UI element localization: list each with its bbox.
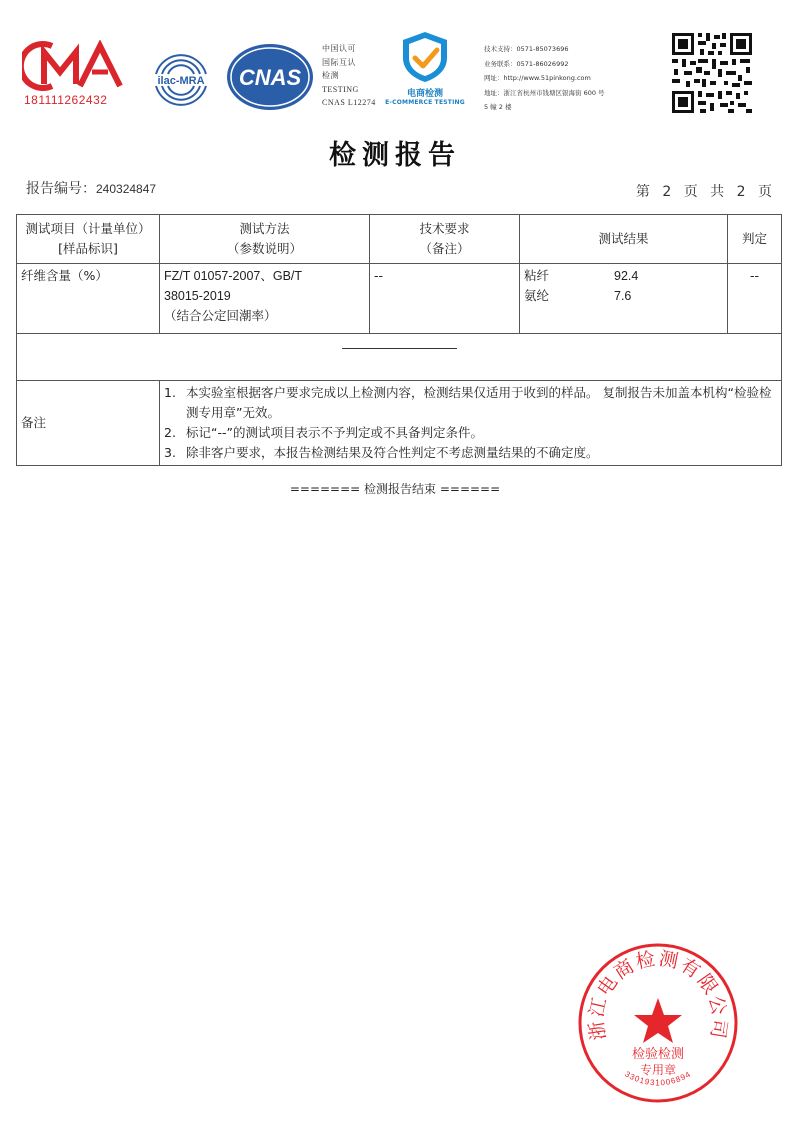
cma-number: 181111262432 [24, 93, 108, 107]
test-item: 纤维含量（%） [17, 264, 160, 334]
header-item: 测试项目（计量单位） [样品标识] [17, 215, 160, 264]
judgement: -- [728, 264, 782, 334]
note-item [164, 443, 777, 463]
ilac-logo-text: ilac-MRA [157, 75, 205, 87]
cnas-line: TESTING [322, 84, 359, 94]
note-text: 本实验室根据客户要求完成以上检测内容，检测结果仅适用于收到的样品。 复制报告未加盖本机构“检验检测专用章”无效。 [186, 385, 772, 420]
page-title: 检测报告 [329, 140, 461, 171]
test-method [160, 264, 370, 334]
contact-info [484, 42, 605, 115]
fiber-value: 7.6 [614, 289, 632, 303]
tech-support: 技术支持：0571-85073696 [484, 45, 569, 53]
stamp-line2: 专用章 [639, 1063, 677, 1077]
separator-line [342, 348, 457, 349]
separator-cell [17, 334, 782, 381]
fiber-name: 粘纤 [524, 268, 550, 283]
cnas-line: 中国认可 [322, 44, 356, 53]
note-text: 除非客户要求，本报告检测结果及符合性判定不考虑测量结果的不确定度。 [186, 445, 599, 460]
cnas-line: 检测 [322, 71, 339, 80]
ecommerce-logo-subtitle: E-COMMERCE TESTING [385, 99, 465, 106]
ecommerce-testing-logo [385, 28, 465, 86]
note-number: 3. [164, 445, 176, 460]
fiber-value: 92.4 [614, 269, 639, 283]
fiber-name: 氨纶 [524, 288, 550, 303]
page-indicator: 第 2 页 共 2 页 [635, 184, 776, 200]
cma-logo [22, 40, 134, 92]
report-number-label: 报告编号： [26, 181, 96, 197]
table-header-row [17, 215, 782, 264]
results-table [16, 214, 782, 466]
qr-code [670, 31, 754, 115]
address-line-2: 5 幢 2 楼 [484, 103, 512, 111]
note-number: 2. [164, 425, 176, 440]
business-contact: 业务联系：0571-86026992 [484, 59, 569, 68]
cnas-line: CNAS L12274 [322, 98, 376, 107]
header-requirement: 技术要求 （备注） [370, 215, 520, 264]
cnas-logo [225, 42, 315, 112]
official-stamp [575, 940, 741, 1106]
note-number: 1. [164, 385, 176, 400]
website: 网址：http://www.51pinkong.com [484, 74, 591, 82]
ilac-mra-logo [146, 44, 216, 114]
report-number [26, 178, 156, 198]
method-standard: FZ/T 01057-2007、GB/T [164, 269, 303, 283]
stamp-line1: 检验检测 [631, 1047, 685, 1062]
address: 地址：浙江省杭州市钱塘区银海街 600 号 [484, 88, 605, 97]
note-text: 标记“--”的测试项目表示不予判定或不具备判定条件。 [186, 425, 483, 440]
notes-row [17, 381, 782, 466]
notes-cell [160, 381, 782, 466]
method-note: （结合公定回潮率） [164, 308, 277, 323]
note-item [164, 383, 777, 423]
ecommerce-logo-title: 电商检测 [406, 89, 443, 99]
method-standard-cont: 38015-2019 [164, 289, 231, 303]
requirement: -- [370, 264, 520, 334]
stamp-org: 浙江电商检测有限公司 [585, 947, 731, 1042]
header-method: 测试方法 （参数说明） [160, 215, 370, 264]
result [520, 264, 728, 334]
cnas-logo-text: CNAS [238, 65, 302, 90]
cnas-line: 国际互认 [322, 57, 356, 67]
separator-row [17, 334, 782, 381]
header-judgement: 判定 [728, 215, 782, 264]
header-result: 测试结果 [520, 215, 728, 264]
stamp-code: 3301931006894 [623, 1069, 693, 1088]
table-row [17, 264, 782, 334]
report-number-value: 240324847 [96, 182, 157, 196]
report-end-marker: ======= 检测报告结束 ====== [289, 482, 501, 496]
cnas-info [322, 42, 376, 110]
notes-label: 备注 [17, 381, 160, 466]
note-item [164, 423, 777, 443]
